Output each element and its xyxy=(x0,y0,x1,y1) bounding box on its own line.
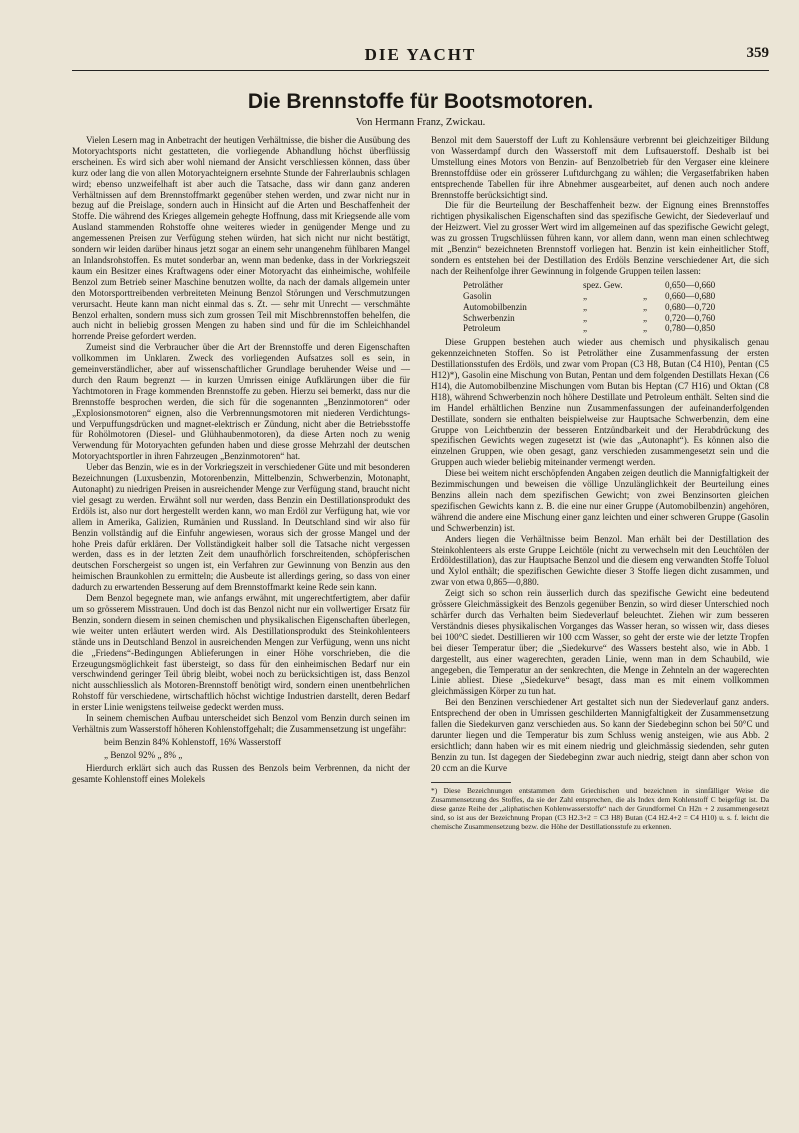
table-cell-unit: „ xyxy=(583,301,588,312)
paragraph: Anders liegen die Verhältnisse beim Benzol. Man erhält bei der Destillation des Steinkohlenteers als erste Gruppe Leichtöle (nicht zu verwechseln mit den Leuchtölen der Erdöldestillation), das zur Hauptsache Benzol und die diesem eng verwandten Stoffe Toluol und Xylol enthält; die spezifischen Gewichte dieser 3 Stoffe liegen dicht zusammen, und zwar von etwa 0,865—0,880. xyxy=(431,533,769,588)
journal-name: DIE YACHT xyxy=(364,45,477,64)
table-cell-range: 0,780—0,850 xyxy=(665,323,716,334)
paragraph: Diese Gruppen bestehen auch wieder aus chemisch und physikalisch genau gekennzeichneten Stoffen. So ist Petroläther eine Zusammenfassung der ersten Destillationsstufen des Erdöls, und zwar vom Propan (C3 H8, Butan (C4 H10), Pentan (C5 H12)*), Gasolin eine Mischung von Butan, Pentan und dem folgenden Destillats Hexan (C6 H14), die Automobilbenzine Mischungen vom Butan bis Heptan (C7 H16) und Oktan (C8 H18), während Schwerbenzin noch höhere Destillate und Petroleum enthält. Selten sind die im Handel erhältlichen Benzine nun Zusammenfassungen der aufeinanderfolgenden Destillate, sondern sie enthalten beispielweise zur Hauptsache Schwerbenzin, dem eine Gruppe von Leichtbenzin der besseren Entzündbarkeit und der Herabdrückung des spezifischen Gewichts wegen zugesetzt ist (wie das „Autonapht“). Es können also die einzelnen Gruppen, wie oben gesagt, ganz verschieden zusammengesetzt sein und die Gruppen auch wieder beliebig miteinander vermengt werden. xyxy=(431,337,769,468)
paragraph: Benzol mit dem Sauerstoff der Luft zu Kohlensäure verbrennt bei gleichzeitiger Bildung von Wasserdampf durch den Wasserstoff mit dem Luftsauerstoff. Deshalb ist bei Umstellung eines Motors von Benzin- auf Benzolbetrieb für den Vergaser eine kleinere Brennstoffdüse oder ein grösserer Luftdurchgang zu wählen; die Vergasetfabriken haben entsprechende Tabellen für ihre Abnehmer ausgearbeitet, auf denen auch noch andere Brennstoffe berücksichtigt sind. xyxy=(431,135,769,200)
table-row xyxy=(463,291,769,302)
table-cell-unit: „ xyxy=(583,290,588,301)
paragraph: Zumeist sind die Verbraucher über die Art der Brennstoffe und deren Eigenschaften vollkommen im Unklaren. Zweck des vorliegenden Aufsatzes soll es sein, in gemeinverständlicher, aber auf wissenschaftlicher Grundlage beruhender Weise und — durch den Raum begrenzt — in kurzen Umrissen einige Aufklärungen über die für Yachtmotoren in Frage kommenden Brennstoffe zu geben. Hierzu sei bemerkt, dass nur die Brennstoffe besprochen werden, die sich für die sogenannten „Benzinmotoren“ oder „Explosionsmotoren“ eignen, also die Verbrennungsmotoren mit niederen Verdichtungs- und Verpuffungsdrücken und magnet-elektrisch er Zündung, nicht aber die Betriebsstoffe für Rohölmotoren (Diesel- und Glühhaubenmotoren), da diese Arten noch zu wenig Verwendung für Motoryachten gefunden haben und diese grosse Mehrzahl der deutschen Motoryachtsportler in ihren Fahrzeugen „Benzinmotoren“ hat. xyxy=(72,342,410,462)
table-cell-range: 0,650—0,660 xyxy=(665,279,716,290)
table-cell-ditto: „ xyxy=(643,323,648,334)
footnote-rule xyxy=(431,782,511,783)
table-row xyxy=(463,280,769,291)
table-cell-unit: spez. Gew. xyxy=(583,279,623,290)
left-column xyxy=(72,135,410,831)
running-head xyxy=(72,40,769,66)
paragraph: Die für die Beurteilung der Beschaffenheit bezw. der Eignung eines Brennstoffes richtigen physikalischen Eigenschaften sind das spezifische Gewicht, der Siedeverlauf und der Heizwert. Viel zu grosser Wert wird im allgemeinen auf das spezifische Gewicht gelegt, was zu grossen Trugschlüssen führen kann, vor allem dann, wenn man einen schlechtweg mit „Benzin“ bezeichneten Brennstoff vorliegen hat. Benzin ist kein einheitlicher Stoff, sondern es entstehen bei der Destillation des Erdöls Benzine verschiedener Art, die sich nach der Reihenfolge ihrer Gewinnung in folgende Gruppen teilen lassen: xyxy=(431,200,769,276)
table-cell-name: Schwerbenzin xyxy=(463,312,515,323)
paragraph: Vielen Lesern mag in Anbetracht der heutigen Verhältnisse, die bisher die Ausübung des Motoryachtsports nicht gestatteten, die vorliegende Abhandlung höchst überflüssig erscheinen. Es wird sich aber wohl niemand der Ansicht verschliessen können, dass über kurz oder lang die von allen Motoryachteignern ersehnte Stunde der Fahrerlaubnis schlagen wird; ebenso unzweifelhaft ist aber auch die Tatsache, dass wir dann ganz anderen Verhältnissen auf dem Brennstoffmarkt gegenüber stehen werden, und zwar nicht nur in bezug auf die Preislage, sondern auch in Hinsicht auf die Arten und Beschaffenheit der Stoffe. Die während des Krieges allgemein gehegte Hoffnung, dass mit Kriegsende alle vom Ausland stammenden Rohstoffe ohne weiteres wieder in genügender Menge und zu angemessenen Preisen zur Verfügung stehen würden, hat sich nicht nur nicht bestätigt, sondern wir leiden darüber hinaus jetzt sogar an einem sehr unangenehm fühlbaren Mangel an Inlandsrohstoffen. Es mutet sonderbar an, wenn man bedenke, dass in der Vorkriegszeit kaum ein Besitzer eines Kraftwagens oder einer Motoryacht das einheimische, wohlfeile Benzol zum Betrieb seiner Maschine benutzen wollte, da nach der damals allgemein unter den Motorsporttreibenden verbreiteten Meinung Benzol Störungen und Verschmutzungen verursacht. Heute kann man nicht einmal das s. Zt. — sehr mit Unrecht — verschmähte Benzol erhalten, sondern muss sich zum grossen Teil mit Mischbrennstoffen behelfen, die auch nicht in beliebig grossen Mengen zu haben sind und für die im Schleichhandel horrende Preise gefordert werden. xyxy=(72,135,410,342)
table-cell-unit: „ xyxy=(583,323,588,334)
table-cell-name: Petroleum xyxy=(463,323,501,334)
article-title: Die Brennstoffe für Bootsmotoren. xyxy=(247,90,594,113)
table-cell-unit: „ xyxy=(583,312,588,323)
table-cell-name: Gasolin xyxy=(463,290,492,301)
paragraph: In seinem chemischen Aufbau unterscheidet sich Benzol vom Benzin durch seinen im Verhältnis zum Wasserstoff höheren Kohlenstoffgehalt; die Zusammensetzung ist ungefähr: xyxy=(72,713,410,734)
table-cell-range: 0,720—0,760 xyxy=(665,312,716,323)
table-row xyxy=(463,323,769,334)
paragraph: Bei den Benzinen verschiedener Art gestaltet sich nun der Siedeverlauf ganz anders. Entsprechend der oben in Umrissen geschilderten Mannigfaltigkeit der Zusammensetzung fallen die Siedekurven ganz verschieden aus. So kann der Siedebeginn schon bei 50°C und darunter liegen und die Temperatur bis zum Schluss wenig ansteigen, wie aus Abb. 2 ersichtlich; dann haben wir es mit einem niedrig und gleichmässig siedenden, sehr guten Benzin zu tun. Ist dagegen der Siedebeginn zwar auch niedrig, steigt dann aber schon von 20 ccm an die Kurve xyxy=(431,697,769,773)
table-cell-ditto: „ xyxy=(643,312,648,323)
paragraph: Ueber das Benzin, wie es in der Vorkriegszeit in verschiedener Güte und mit besonderen Bezeichnungen (Luxusbenzin, Motorenbenzin, Mittelbenzin, Schwerbenzin, Motonapht, Autonapht) zu niedrigen Preisen in ausreichender Menge zur Verfügung stand, braucht nicht viel gesagt zu werden. Erwähnt soll nur werden, dass Benzin ein Destillationsprodukt des Erdöls ist, also nur dort hergestellt werden kann, wo man Erdöl zur Verfügung hat, wie vor allem in Amerika, Galizien, Rumänien und Russland. In Deutschland sind wir also für Benzin vollständig auf die Einfuhr angewiesen, woraus sich der grosse Mangel und der hohe Preis dafür erklären. Der Vollständigkeit halber soll die Tatsache nicht vergessen werden, dass es in der letzten Zeit dem unaufhörlich forschreitenden, schöpferischen deutschen Forschergeist so ungen ist, ein Verfahren zur Gewinnung von Benzin aus den heimischen Braunkohlen zu ermitteln; die Ausbeute ist allerdings gering, so dass von einer dadurch zu erwartenden Besserung auf dem Brennstoffmarkt keine Rede sein kann. xyxy=(72,462,410,593)
paragraph: Dem Benzol begegnete man, wie anfangs erwähnt, mit ungerechtfertigtem, aber dafür um so grösserem Misstrauen. Und doch ist das Benzol nicht nur ein vollwertiger Ersatz für Benzin, sondern diesem in seinen chemischen und physikalischen Eigenschaften überlegen, wie weiter unten erläutert werden wird. Als Destillationsprodukt des Steinkohlenteers stände uns in Deutschland Benzol in ausreichenden Mengen zur Verfügung, wenn uns nicht die „Friedens“-Bedingungen Ablieferungen in einer Höhe vorschrieben, die die Erzeugungsmöglichkeit fast übersteigt, so dass für den einheimischen Bedarf nur ein verschwindend geringer Teil übrig bleibt, wobei noch zu berücksichtigen ist, dass Benzol nicht ausschliesslich als Motoren-Brennstoff benötigt wird, sondern einen unentbehrlichen Rohstoff für verschiedene, wirtschaftlich höchst wichtige Industrien darstellt, deren Bedarf in erster Linie wenigstens teilweise gedeckt werden muss. xyxy=(72,593,410,713)
composition-benzin: beim Benzin 84% Kohlenstoff, 16% Wasserstoff xyxy=(104,736,282,747)
table-cell-ditto: „ xyxy=(643,290,648,301)
table-cell-name: Petroläther xyxy=(463,279,504,290)
page-number: 359 xyxy=(746,45,769,61)
table-cell-name: Automobilbenzin xyxy=(463,301,527,312)
table-cell-range: 0,660—0,680 xyxy=(665,290,716,301)
right-column xyxy=(431,135,769,831)
footnote: *) Diese Bezeichnungen entstammen dem Griechischen und bezeichnen in sinnfälliger Weise die Zusammensetzung des Stoffes, da sie der Zahl entsprechen, die als Index dem Kohlenstoff C beigefügt ist. Da diese ganze Reihe der „aliphatischen Kohlenwasserstoffe“ nach der Grundformel Cn H2n + 2 zusammengesetzt sind, so ist aus der Bezeichnung Propan (C3 H2.3+2 = C3 H8) Butan (C4 H2.4+2 = C4 H10) u. s. f. leicht die chemische Zusammensetzung bezw. die Höhe der Destillationsstufe zu erkennen. xyxy=(431,785,769,831)
paragraph: Zeigt sich so schon rein äusserlich durch das spezifische Gewicht eine bedeutend grössere Gleichmässigkeit des Benzols gegenüber Benzin, so wird dieser Unterschied noch schärfer durch das Verhalten beim Siedeverlauf beleuchtet. Ziehen wir zum besseren Verständnis dieses physikalischen Vorganges das Wasser heran, so wissen wir, dass dieses bei 100°C siedet. Destillieren wir 100 ccm Wasser, so geht der erste wie der letzte Tropfen bei dieser Temperatur über; die „Siedekurve“ des Wassers besteht also, wie in Abb. 1 dargestellt, aus einer wagerechten, geraden Linie, wenn man in dem Schaubild, wie angegeben, die Temperatur an der senkrechten, die Menge in Zehnteln an der wagerechten Linie abliest. Diese „Siedekurve“ besagt, dass man es mit einem vollkommen gleichmässigen Körper zu tun hat. xyxy=(431,588,769,697)
byline: Von Hermann Franz, Zwickau. xyxy=(355,117,486,128)
table-cell-ditto: „ xyxy=(643,301,648,312)
article-body xyxy=(72,135,769,831)
table-cell-range: 0,680—0,720 xyxy=(665,301,716,312)
specific-gravity-table xyxy=(463,280,769,335)
table-cell-ditto xyxy=(643,280,665,291)
paragraph: Diese bei weitem nicht erschöpfenden Angaben zeigen deutlich die Mannigfaltigkeit der Bezimmischungen und beweisen die völlige Unzulänglichkeit der Beurteilung eines Benzins allein nach dem spezifischen Gewicht; von zwei Benzinsorten gleichen spezifischen Gewichts kann z. B. die eine nur einer Gruppe (Automobilbenzin) angehören, während die andere eine Mischung einer ganz leichten und einer schweren Gruppe (Gasolin und Schwerbenzin) ist. xyxy=(431,468,769,533)
paragraph: Hierdurch erklärt sich auch das Russen des Benzols beim Verbrennen, da nicht der gesamte Kohlenstoff eines Molekels xyxy=(72,762,410,784)
table-row xyxy=(463,313,769,324)
table-row xyxy=(463,302,769,313)
header-rule xyxy=(72,70,769,71)
composition-benzol: „ Benzol 92% „ 8% „ xyxy=(104,749,183,760)
